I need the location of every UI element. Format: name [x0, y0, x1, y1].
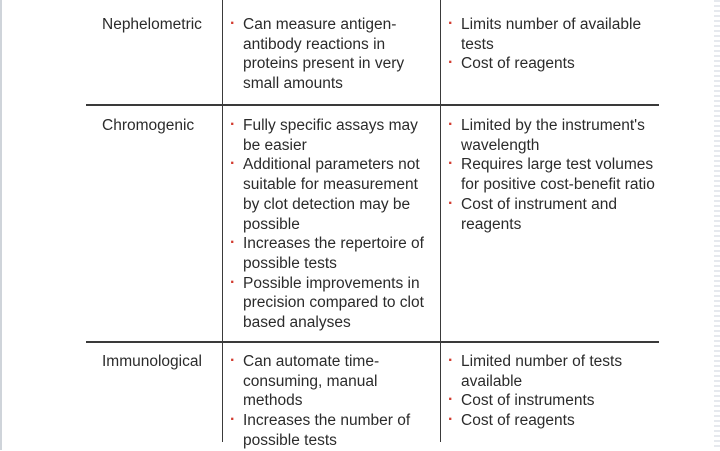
limitation-item: · Cost of instrument and reagents: [442, 195, 658, 234]
advantage-item: · Increases the number of possible tests: [224, 411, 438, 450]
limitation-item: · Limited by the instrument's wavelength: [442, 116, 658, 155]
method-name-immunological: Immunological: [102, 353, 202, 370]
limitation-item: · Cost of reagents: [442, 54, 658, 74]
limitations-list-immunological: [442, 352, 658, 431]
limitation-item: · Limited number of tests available: [442, 352, 658, 391]
limitation-item: · Cost of instruments: [442, 391, 658, 411]
advantage-item: · Possible improvements in precision compared to clot based analyses: [224, 274, 438, 333]
page-edge-right: [714, 0, 720, 450]
limitations-list-nephelometric: [442, 15, 658, 74]
limitations-list-chromogenic: [442, 116, 658, 234]
advantages-list-chromogenic: [224, 116, 438, 333]
advantage-item: · Can automate time-consuming, manual methods: [224, 352, 438, 411]
advantages-list-immunological: [224, 352, 438, 451]
method-name-nephelometric: Nephelometric: [102, 16, 202, 33]
advantage-item: · Fully specific assays may be easier: [224, 116, 438, 155]
limitation-item: · Requires large test volumes for positive cost-benefit ratio: [442, 155, 658, 194]
method-name-chromogenic: Chromogenic: [102, 117, 195, 134]
advantages-list-nephelometric: [224, 15, 438, 94]
advantage-item: · Can measure antigen-antibody reactions in proteins present in very small amounts: [224, 15, 438, 94]
advantage-item: · Increases the repertoire of possible tests: [224, 234, 438, 273]
advantage-item: · Additional parameters not suitable for measurement by clot detection may be possible: [224, 155, 438, 234]
column-divider-2: [440, 0, 441, 442]
row-divider-1: [86, 104, 659, 106]
page-edge-left: [0, 0, 2, 450]
row-divider-2: [86, 341, 659, 343]
limitation-item: · Cost of reagents: [442, 411, 658, 431]
limitation-item: · Limits number of available tests: [442, 15, 658, 54]
column-divider-1: [222, 0, 223, 442]
